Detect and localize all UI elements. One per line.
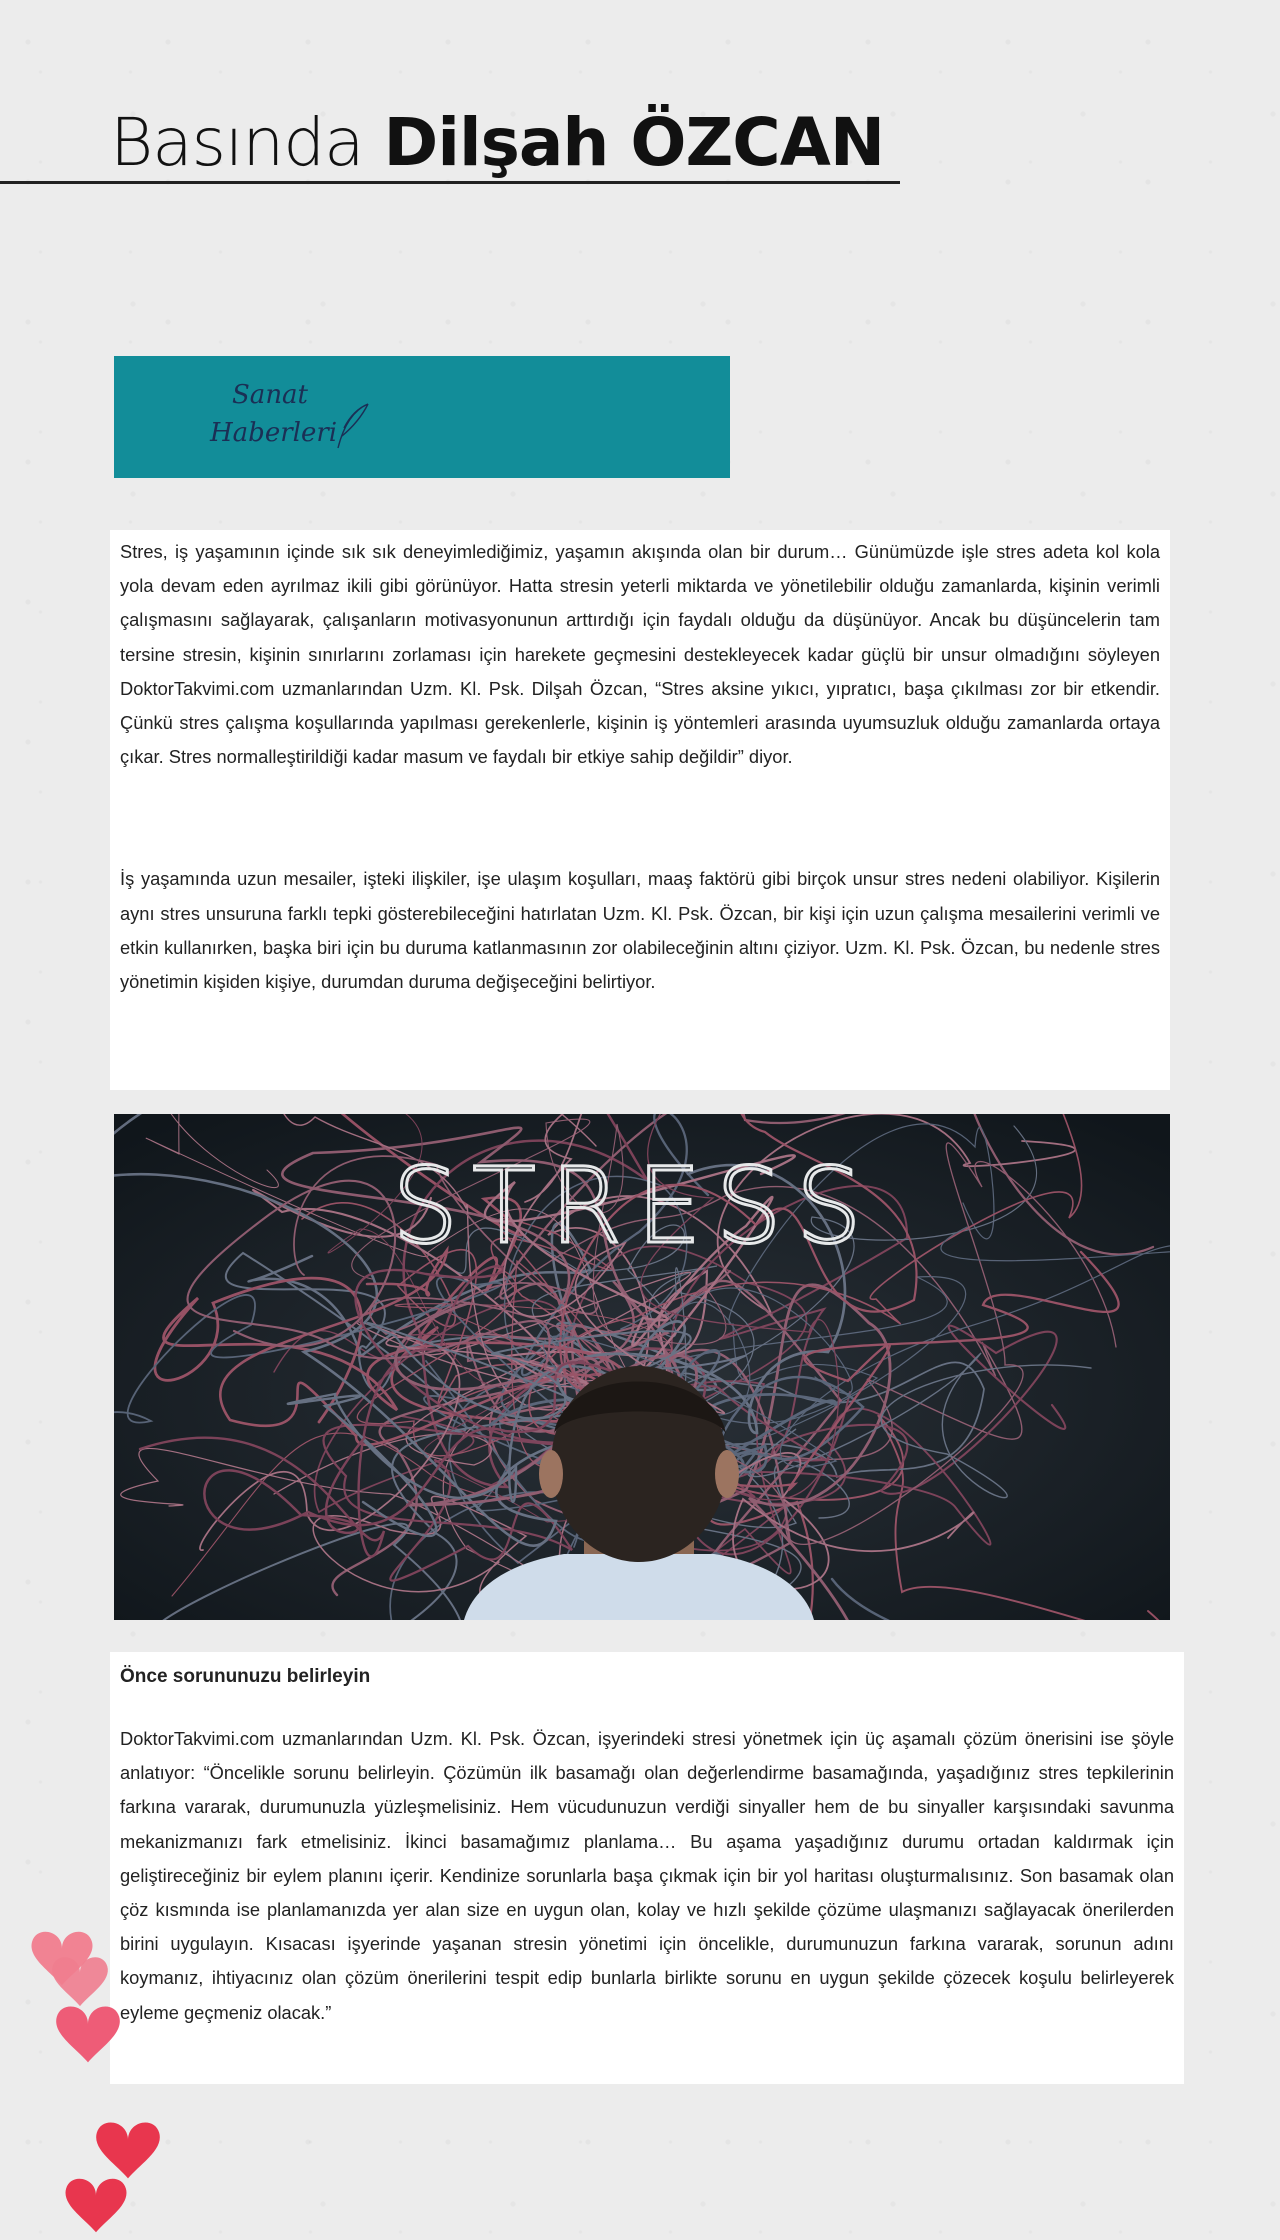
sanat-haberleri-banner (114, 356, 730, 478)
article-intro-box (110, 530, 1170, 1090)
banner-line-2: Haberleri (210, 418, 338, 448)
stress-chalkboard-photo (114, 1114, 1170, 1620)
banner-logo-text (210, 376, 337, 452)
article-paragraph-2: İş yaşamında uzun mesailer, işteki ilişkiler, işe ulaşım koşulları, maaş faktörü gibi birçok unsur stres nedeni olabiliyor. Kişilerin aynı stres unsuruna farklı tepki gösterebileceğini hatırlatan Uzm. Kl. Psk. Özcan, bir kişi için uzun çalışma mesailerini verimli ve etkin kullanırken, başka biri için bu duruma katlanmasının zor olabileceğinin altını çiziyor. Uzm. Kl. Psk. Özcan, bu nedenle stres yönetimin kişiden kişiye, durumdan duruma değişeceğini belirtiyor. (120, 868, 1160, 993)
article-paragraph-3: DoktorTakvimi.com uzmanlarından Uzm. Kl. Psk. Özcan, işyerindeki stresi yönetmek için üç aşamalı çözüm önerisini ise şöyle anlatıyor: “Öncelikle sorunu belirleyin. Çözümün ilk basamağı olan değerlendirme basamağında, yaşadığınız stres tepkilerinin farkına vararak, durumunuzla yüzleşmelisiniz. Hem vücudunuzun verdiği sinyaller hem de bu sinyaller karşısındaki savunma mekanizmanızı fark etmelisiniz. İkinci basamağımız planlama… Bu aşama yaşadığınız durumu ortadan kaldırmak için geliştireceğiniz bir eylem planını içerir. Kendinize sorunlarla başa çıkmak için bir yol haritası oluşturmalısınız. Son basamak olan çöz kısmında ise planlamanızda yer alan size en uygun olan, kolay ve hızlı şekilde çözüme ulaşmanızı sağlayacak önerilerden birini uygulayın. Kısacası işyerinde yaşanan stresin yönetimi için öncelikle, durumunuzun farkına vararak, sorunun adını koymanız, ihtiyacınız olan çözüm önerilerini tespit edip bunlarla birlikte sorunu en uygun şekilde çözecek koşulu belirleyerek eyleme geçmeniz olacak.” (120, 1728, 1174, 2023)
heart-icon (96, 2123, 160, 2179)
page-title-name: Dilşah ÖZCAN (383, 104, 885, 181)
section-heading: Önce sorununuzu belirleyin (120, 1666, 371, 1687)
banner-line-1: Sanat (232, 380, 309, 410)
feather-pen-icon (332, 402, 372, 452)
heart-icon (52, 1957, 108, 2006)
page-title-prefix: Basında (110, 104, 384, 181)
page-title (110, 104, 884, 181)
article-solution-box (110, 1652, 1184, 2084)
title-underline (0, 181, 900, 184)
article-paragraph-1: Stres, iş yaşamının içinde sık sık deneyimlediğimiz, yaşamın akışında olan bir durum… Günümüzde işle stres adeta kol kola yola devam eden ayrılmaz ikili gibi görünüyor. Hatta stresin yeterli miktarda ve yönetilebilir olduğu zamanlarda, kişinin verimli çalışmasını sağlayarak, çalışanların motivasyonunun arttırdığı için faydalı olduğu da düşünüyor. Ancak bu düşüncelerin tam tersine stresin, kişinin sınırlarını zorlaması için harekete geçmesini destekleyecek kadar güçlü bir unsur olmadığını söyleyen DoktorTakvimi.com uzmanlarından Uzm. Kl. Psk. Dilşah Özcan, “Stres aksine yıkıcı, yıpratıcı, başa çıkılması zor bir etkendir. Çünkü stres çalışma koşullarında yapılması gerekenlerle, kişinin iş yöntemleri arasında uyumsuzluk olduğu zamanlarda ortaya çıkar. Stres normalleştirildiği kadar masum ve faydalı bir etkiye sahip değildir” diyor. (120, 541, 1160, 768)
heart-icon (32, 1932, 93, 1986)
heart-icon (66, 2179, 127, 2233)
stress-chalk-text: STRESS (392, 1145, 876, 1267)
